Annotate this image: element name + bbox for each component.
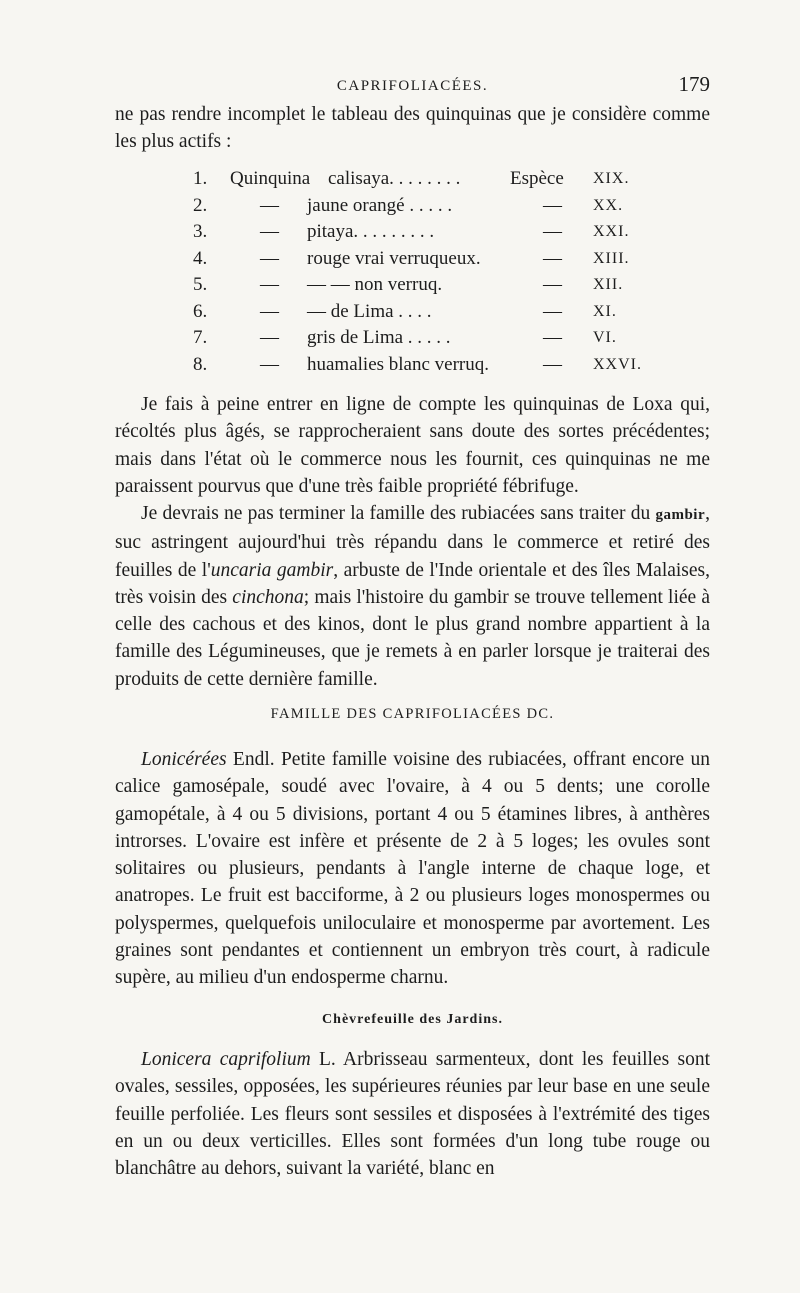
- gambir-paragraph: [115, 500, 710, 693]
- list-item: [115, 248, 710, 274]
- list-item-name: — de Lima . . . .: [307, 300, 432, 322]
- list-item-roman: XXI.: [593, 223, 630, 240]
- list-item-number: 5.: [193, 274, 208, 295]
- family-italic-term: Lonicérées: [141, 749, 227, 770]
- loxa-paragraph: Je fais à peine entrer en ligne de compte les quinquinas de Loxa qui, récoltés plus âgés, se rapprocheraient sans doute des sortes précédentes; mais dans l'état où le commerce nous les fournit, ces quinquinas ne me paraissent pourvus que d'une très faible propriété fébrifuge.: [115, 394, 710, 497]
- gambir-text-3: , arbuste de l'Inde orientale et des îles Malaises, très voisin des: [115, 559, 711, 608]
- list-item-genus: —: [260, 353, 279, 375]
- list-item: [115, 274, 710, 300]
- list-item-espece: —: [543, 221, 562, 242]
- list-item-number: 8.: [193, 353, 208, 375]
- family-description-block: [115, 746, 710, 992]
- list-item-number: 3.: [193, 221, 208, 242]
- gambir-paragraph-block: [115, 500, 710, 693]
- running-head-title: CAPRIFOLIACÉES.: [336, 78, 489, 94]
- species-description-text: L. Arbrisseau sarmenteux, dont les feuilles sont ovales, sessiles, opposées, les supérieures réunies par leur base en une seule feuille perfoliée. Les fleurs sont sessiles et disposées à l'extrémité des tiges en un ou deux verticilles. Elles sont formées d'un long tube rouge ou blanchâtre au dehors, suivant la variété, blanc en: [115, 1049, 710, 1180]
- list-item-espece: —: [543, 247, 562, 269]
- list-item-roman: VI.: [593, 329, 617, 346]
- species-description: [115, 1046, 710, 1182]
- list-item: [115, 168, 710, 194]
- list-item-number: 7.: [193, 327, 208, 348]
- list-item-espece: —: [543, 194, 562, 216]
- list-item: [115, 354, 710, 380]
- uncaria-term: uncaria gambir: [210, 559, 334, 581]
- list-item-roman: XIX.: [593, 170, 630, 187]
- list-item: [115, 221, 710, 247]
- section-title: FAMILLE DES CAPRIFOLIACÉES DC.: [270, 706, 555, 722]
- species-description-block: [115, 1046, 710, 1182]
- page-number: 179: [678, 72, 710, 96]
- list-item-espece: —: [543, 300, 562, 322]
- list-item-roman: XX.: [593, 196, 624, 214]
- loxa-paragraph-block: [115, 391, 710, 500]
- list-item-name: gris de Lima . . . . .: [307, 327, 451, 348]
- list-item-genus: —: [260, 194, 279, 216]
- gambir-term: gambir: [655, 507, 706, 523]
- gambir-text-4: ; mais l'histoire du gambir se trouve tellement liée à celle des cachous et des kinos, dont le plus grand nombre appartient à la famille des Légumineuses, que je remets à en parler lorsque je traiterai des produits de cette dernière famille.: [115, 586, 710, 690]
- list-item-genus: —: [260, 247, 279, 269]
- cinchona-term: cinchona: [232, 586, 304, 608]
- list-item-espece: —: [543, 353, 562, 375]
- list-item-number: 6.: [193, 300, 208, 322]
- list-item-genus: —: [260, 300, 279, 322]
- family-description-text: Endl. Petite famille voisine des rubiacées, offrant encore un calice gamosépale, soudé avec l'ovaire, à 4 ou 5 dents; une corolle gamopétale, à 4 ou 5 divisions, portant 4 ou 5 étamines libres, à anthères introrses. L'ovaire est infère et présente de 2 à 5 loges; les ovules sont solitaires ou plusieurs, pendants à l'angle interne de chaque loge, et anatropes. Le fruit est bacciforme, à 2 ou plusieurs loges monospermes ou polyspermes, quelquefois uniloculaire et monosperme par avortement. Les graines sont pendantes et contiennent un embryon très court, à radicule supère, au milieu d'un endosperme charnu.: [115, 749, 710, 989]
- list-item: [115, 301, 710, 327]
- list-item-number: 4.: [193, 247, 208, 269]
- list-item-name: jaune orangé . . . . .: [307, 194, 453, 216]
- list-item-roman: XXVI.: [593, 355, 642, 373]
- list-item-espece: Espèce: [510, 168, 564, 189]
- list-item: [115, 195, 710, 221]
- list-item-number: 2.: [193, 194, 208, 216]
- list-item-name: huamalies blanc verruq.: [307, 353, 490, 375]
- list-item-espece: —: [543, 274, 562, 295]
- list-item-name: rouge vrai verruqueux.: [307, 247, 481, 269]
- list-item: [115, 327, 710, 353]
- list-item-genus: —: [260, 274, 279, 295]
- intro-paragraph-block: [115, 101, 710, 156]
- list-item-name: — — non verruq.: [307, 274, 443, 295]
- running-head: [115, 72, 710, 102]
- family-description: [115, 746, 710, 992]
- gambir-text-1: Je devrais ne pas terminer la famille des rubiacées sans traiter du: [141, 503, 656, 524]
- gambir-text-2: , suc astringent aujourd'hui très répandu dans le commerce et retiré des feuilles de l': [115, 503, 710, 581]
- list-item-name: calisaya. . . . . . . .: [328, 168, 461, 189]
- species-italic-name: Lonicera caprifolium: [141, 1049, 311, 1070]
- list-item-name: pitaya. . . . . . . . .: [307, 221, 435, 242]
- list-item-genus: Quinquina: [230, 168, 311, 189]
- list-item-roman: XI.: [593, 302, 617, 320]
- list-item-roman: XIII.: [593, 249, 630, 267]
- list-item-genus: —: [260, 327, 279, 348]
- list-item-genus: —: [260, 221, 279, 242]
- list-item-number: 1.: [193, 168, 208, 189]
- list-item-roman: XII.: [593, 276, 624, 293]
- species-subheading: Chèvrefeuille des Jardins.: [322, 1012, 503, 1027]
- list-item-espece: —: [543, 327, 562, 348]
- intro-paragraph: ne pas rendre incomplet le tableau des quinquinas que je considère comme les plus actifs :: [115, 104, 710, 153]
